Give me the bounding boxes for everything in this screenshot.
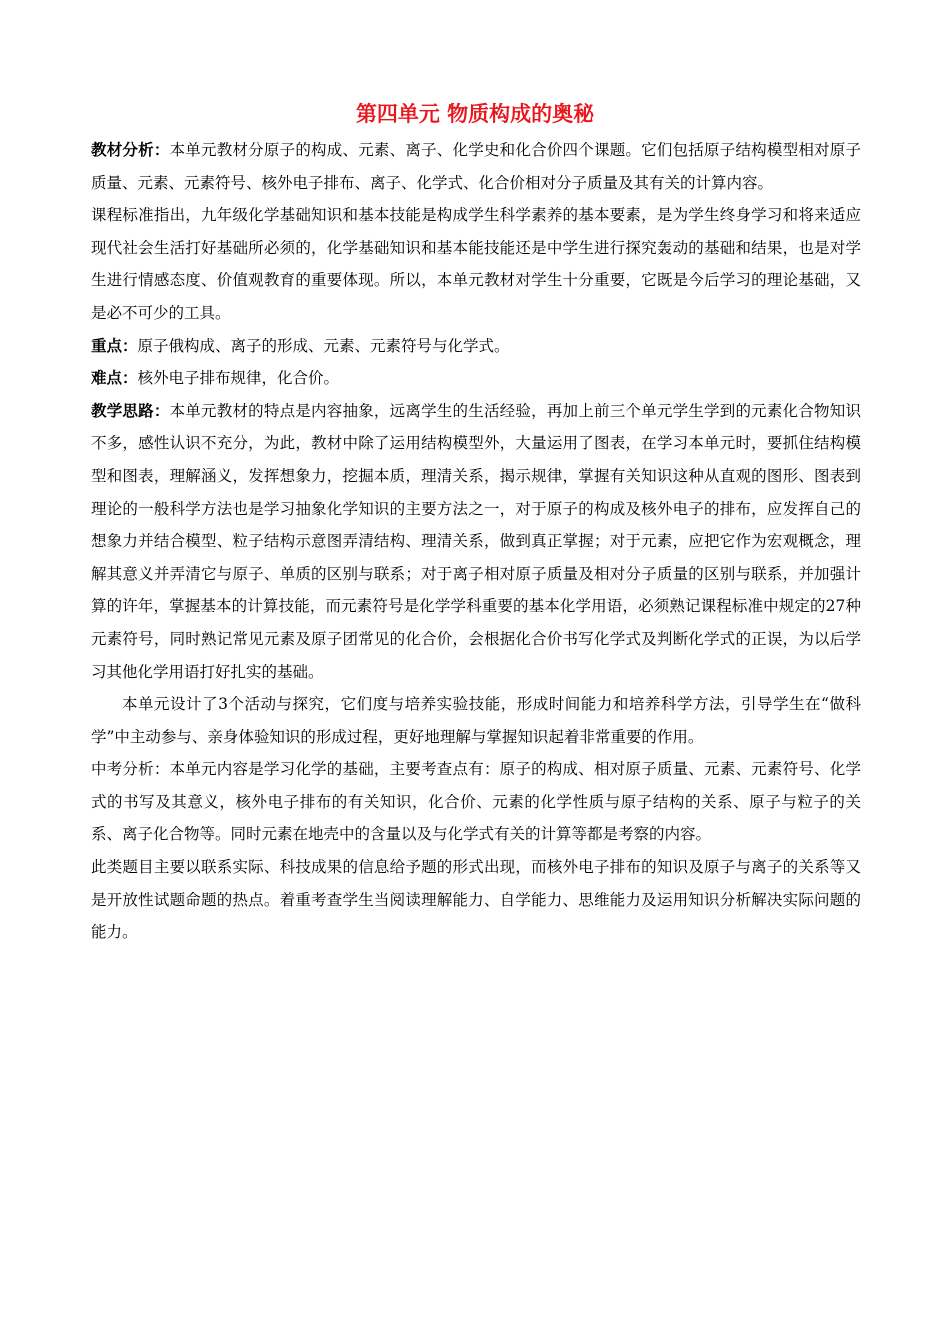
text-analysis: 本单元教材分原子的构成、元素、离子、化学史和化合价四个课题。它们包括原子结构模型相对原子质量、元素、元素符号、核外电子排布、离子、化学式、化合价相对分子质量及其有关的计算内容。 [91, 141, 861, 192]
paragraph-difficulties [91, 362, 861, 395]
paragraph-question-types: 此类题目主要以联系实际、科技成果的信息给予题的形式出现，而核外电子排布的知识及原子与离子的关系等又是开放性试题命题的热点。着重考查学生当阅读理解能力、自学能力、思维能力及运用知识分析解决实际问题的能力。 [91, 858, 861, 942]
page-title: 第四单元 物质构成的奥秘 [355, 102, 595, 126]
paragraph-activities: 本单元设计了3个活动与探究，它们度与培养实验技能，形成时间能力和培养科学方法，引导学生在“做科学”中主动参与、亲身体验知识的形成过程，更好地理解与掌握知识起着非常重要的作用。 [91, 695, 861, 746]
paragraph-exam: 中考分析：本单元内容是学习化学的基础，主要考查点有：原子的构成、相对原子质量、元素、元素符号、化学式的书写及其意义，核外电子排布的有关知识，化合价、元素的化学性质与原子结构的关系、原子与粒子的关系、离子化合物等。同时元素在地壳中的含量以及与化学式有关的计算等都是考察的内容。 [91, 760, 861, 844]
label-analysis: 教材分析： [91, 141, 170, 159]
paragraph-key-points [91, 330, 861, 363]
document-body [91, 134, 861, 949]
paragraph-standard: 课程标准指出，九年级化学基础知识和基本技能是构成学生科学素养的基本要素，是为学生终身学习和将来适应现代社会生活打好基础所必须的，化学基础知识和基本能技能还是中学生进行探究轰动的基础和结果，也是对学生进行情感态度、价值观教育的重要体现。所以，本单元教材对学生十分重要，它既是今后学习的理论基础，又是必不可少的工具。 [91, 206, 861, 322]
text-key-points: 原子俄构成、离子的形成、元素、元素符号与化学式。 [137, 336, 510, 355]
paragraph-analysis [91, 134, 861, 199]
label-difficulties: 难点： [91, 369, 138, 388]
paragraph-approach [91, 395, 861, 688]
text-approach: 本单元教材的特点是内容抽象，远离学生的生活经验，再加上前三个单元学生学到的元素化合物知识不多，感性认识不充分，为此，教材中除了运用结构模型外，大量运用了图表，在学习本单元时，要抓住结构模型和图表，理解涵义，发挥想象力，挖掘本质，理清关系，揭示规律，掌握有关知识这种从直观的图形、图表到理论的一般科学方法也是学习抽象化学知识的主要方法之一，对于原子的构成及核外电子的排布，应发挥自己的想象力并结合模型、粒子结构示意图弄清结构、理清关系，做到真正掌握；对于元素，应把它作为宏观概念，理解其意义并弄清它与原子、单质的区别与联系；对于离子相对原子质量及相对分子质量的区别与联系，并加强计算的许年，掌握基本的计算技能，而元素符号是化学学科重要的基本化学用语，必须熟记课程标准中规定的27种元素符号，同时熟记常见元素及原子团常见的化合价，会根据化合价书写化学式及判断化学式的正误，为以后学习其他化学用语打好扎实的基础。 [91, 401, 861, 681]
label-key-points: 重点： [91, 336, 138, 355]
text-difficulties: 核外电子排布规律，化合价。 [137, 369, 340, 388]
label-approach: 教学思路： [91, 401, 170, 420]
